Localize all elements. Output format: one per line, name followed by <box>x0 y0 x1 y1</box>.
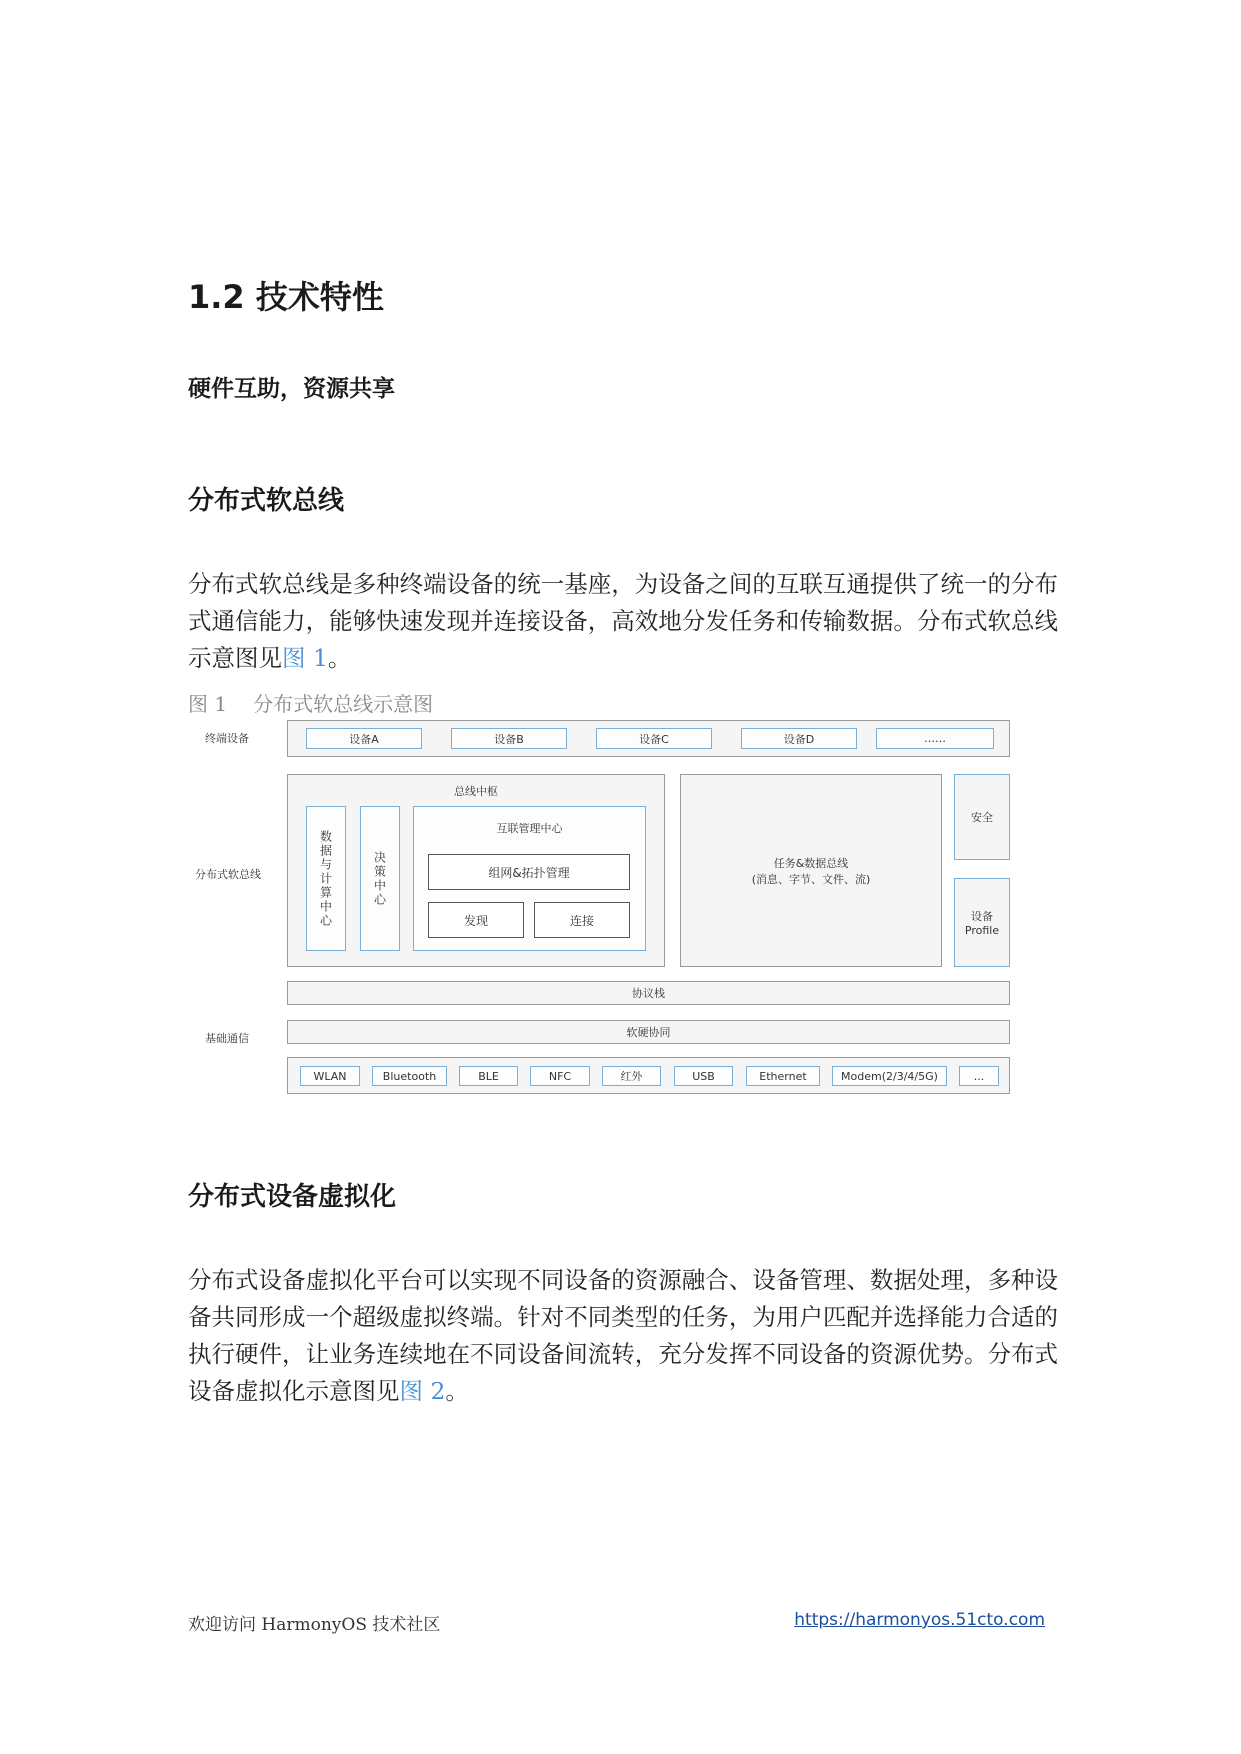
paragraph-text: 分布式设备虚拟化平台可以实现不同设备的资源融合、设备管理、数据处理，多种设备共同形成一个超级虚拟终端。针对不同类型的任务，为用户匹配并选择能力合适的执行硬件，让业务连续地在不同设备间流转，充分发挥不同设备的资源优势。分布式设备虚拟化示意图见 <box>188 1266 1058 1405</box>
interconnect-mgmt-center <box>413 806 646 951</box>
networking-topology-mgmt: 组网&拓扑管理 <box>428 854 630 890</box>
comm-usb: USB <box>674 1066 733 1086</box>
device-more: …… <box>876 728 994 749</box>
security-box: 安全 <box>954 774 1010 860</box>
figure-caption-text: 分布式软总线示意图 <box>253 692 434 716</box>
comm-types-row <box>287 1057 1010 1094</box>
comm-more: ... <box>959 1066 999 1086</box>
data-compute-center: 数据与计算中心 <box>306 806 346 951</box>
device-d: 设备D <box>741 728 857 749</box>
task-data-bus-title: 任务&数据总线 <box>773 857 849 870</box>
comm-wlan: WLAN <box>300 1066 360 1086</box>
device-b: 设备B <box>451 728 567 749</box>
soft-bus-diagram <box>190 720 1010 1105</box>
figure-2-link[interactable]: 图 2 <box>399 1377 446 1405</box>
decision-center: 决策中心 <box>360 806 400 951</box>
section-title: 1.2 技术特性 <box>188 278 384 316</box>
paragraph-end: 。 <box>445 1377 469 1405</box>
footer-left-text: 欢迎访问 HarmonyOS 技术社区 <box>188 1615 441 1635</box>
hw-sw-coop: 软硬协同 <box>287 1020 1010 1044</box>
device-profile-box: 设备 Profile <box>954 878 1010 967</box>
task-data-bus <box>680 774 942 967</box>
protocol-stack: 协议栈 <box>287 981 1010 1005</box>
footer-link[interactable]: https://harmonyos.51cto.com <box>794 1610 1045 1630</box>
figure-number: 图 1 <box>188 692 228 716</box>
bus-hub <box>287 774 665 967</box>
comm-ethernet: Ethernet <box>746 1066 820 1086</box>
comm-nfc: NFC <box>530 1066 590 1086</box>
paragraph-text: 分布式软总线是多种终端设备的统一基座，为设备之间的互联互通提供了统一的分布式通信能力，能够快速发现并连接设备，高效地分发任务和传输数据。分布式软总线示意图见 <box>188 570 1058 672</box>
discovery-box: 发现 <box>428 902 524 938</box>
comm-infrared: 红外 <box>602 1066 661 1086</box>
connection-box: 连接 <box>534 902 630 938</box>
row-label-terminal: 终端设备 <box>205 732 249 745</box>
interconnect-mgmt-title: 互联管理中心 <box>496 822 563 835</box>
paragraph-end: 。 <box>327 644 352 672</box>
heading-device-virtualization: 分布式设备虚拟化 <box>188 1182 397 1212</box>
comm-ble: BLE <box>459 1066 518 1086</box>
heading-soft-bus: 分布式软总线 <box>188 486 345 516</box>
bus-hub-title: 总线中枢 <box>454 785 498 798</box>
device-a: 设备A <box>306 728 422 749</box>
row-label-basic-comm: 基础通信 <box>205 1032 249 1045</box>
devices-row <box>287 720 1010 757</box>
figure-caption <box>188 688 433 717</box>
comm-modem: Modem(2/3/4/5G) <box>832 1066 947 1086</box>
row-label-soft-bus: 分布式软总线 <box>195 868 261 881</box>
device-c: 设备C <box>596 728 712 749</box>
figure-1-link[interactable]: 图 1 <box>282 644 328 672</box>
paragraph-device-virtualization <box>188 1262 1058 1410</box>
subtitle: 硬件互助，资源共享 <box>188 376 395 402</box>
task-data-bus-subtitle: (消息、字节、文件、流) <box>751 873 871 886</box>
comm-bluetooth: Bluetooth <box>372 1066 447 1086</box>
paragraph-soft-bus <box>188 566 1058 677</box>
